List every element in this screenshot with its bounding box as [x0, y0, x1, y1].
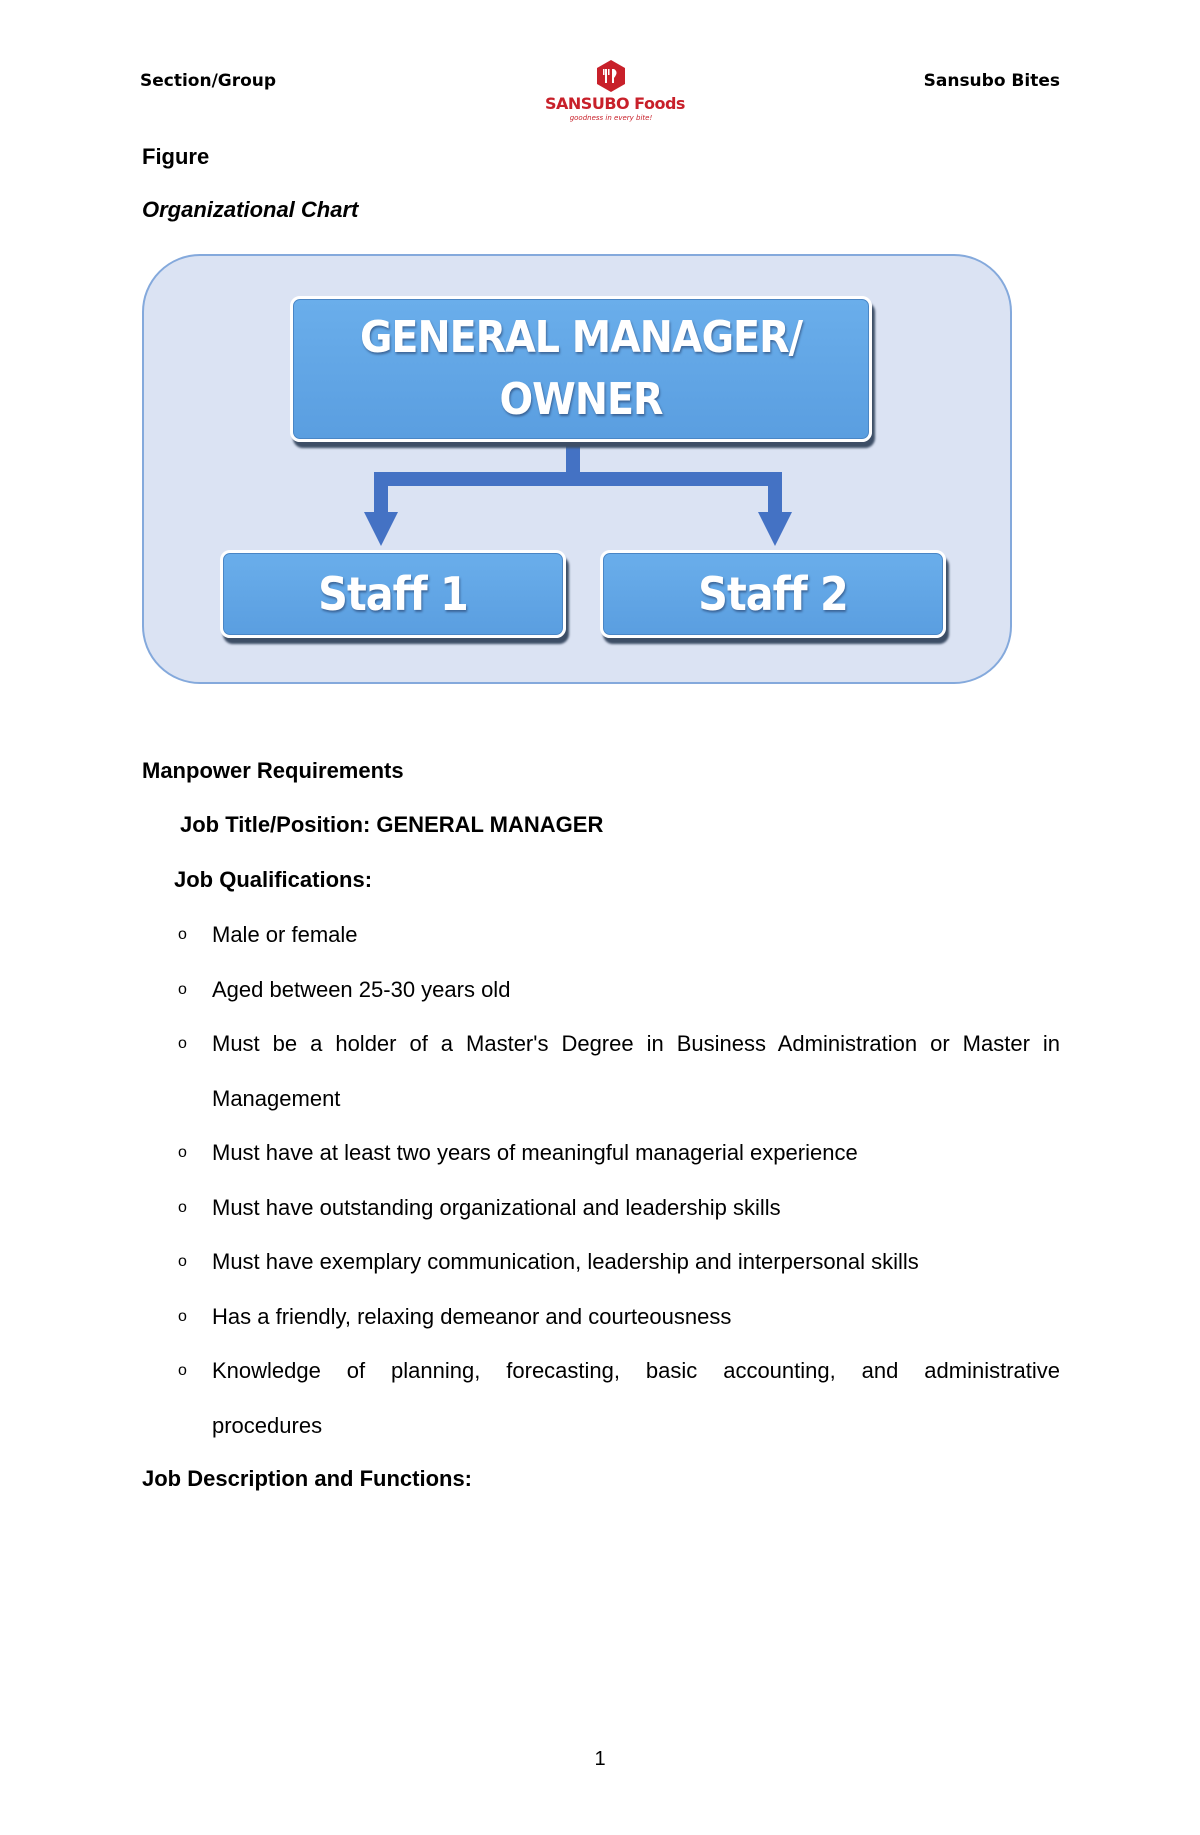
org-chart	[142, 254, 1012, 684]
qualification-item-text: Management	[212, 1085, 341, 1111]
org-node-gm-line1: GENERAL MANAGER/	[359, 312, 803, 363]
qualification-item-text: Must have at least two years of meaningful managerial experience	[212, 1140, 858, 1165]
arrow-down-left	[364, 512, 398, 546]
bullet-marker: o	[178, 980, 187, 998]
job-title-label: Job Title/Position:	[180, 812, 377, 837]
qualification-item-text: procedures	[212, 1412, 323, 1438]
org-node-staff-2: Staff 2	[600, 550, 946, 638]
org-node-general-manager	[290, 296, 872, 442]
bullet-marker: o	[178, 1035, 187, 1052]
figure-title: Organizational Chart	[142, 197, 359, 222]
logo-brand: SANSUBO Foods	[545, 94, 685, 113]
figure-label: Figure	[142, 144, 210, 169]
bullet-marker: o	[178, 1307, 187, 1325]
description-heading: Job Description and Functions:	[142, 1466, 473, 1491]
header-brand-name: Sansubo Bites	[923, 71, 1060, 91]
qualification-item-text: Knowledge of planning, forecasting, basic accounting, and administrative	[212, 1358, 1060, 1383]
bullet-marker: o	[178, 1144, 187, 1161]
page-number: 1	[594, 1748, 606, 1770]
qualification-item-text: Aged between 25-30 years old	[212, 976, 511, 1002]
header-section-group: Section/Group	[140, 71, 277, 91]
qualification-item-text: Must have outstanding organizational and leadership skills	[212, 1194, 781, 1220]
org-node-gm-line2: OWNER	[499, 374, 663, 425]
logo-tagline: goodness in every bite!	[569, 114, 653, 122]
qualification-item-text: Male or female	[212, 922, 358, 947]
qualification-item-text: Must be a holder of a Master's Degree in Business Administration or Master in	[212, 1031, 1060, 1056]
arrow-down-right	[758, 512, 792, 546]
qualification-item-text: Has a friendly, relaxing demeanor and courteousness	[212, 1303, 732, 1329]
bullet-marker: o	[178, 926, 187, 943]
job-title-line	[180, 812, 603, 838]
section-heading: Manpower Requirements	[142, 758, 404, 783]
sansubo-logo	[545, 58, 685, 124]
qualification-item-text: Must have exemplary communication, leadership and interpersonal skills	[212, 1249, 919, 1274]
job-title-value: GENERAL MANAGER	[376, 812, 604, 837]
bullet-marker: o	[178, 1362, 187, 1379]
org-node-staff-1: Staff 1	[220, 550, 566, 638]
qualifications-heading: Job Qualifications:	[174, 867, 373, 892]
bullet-marker: o	[178, 1253, 187, 1270]
logo-hexagon-icon	[545, 58, 677, 96]
bullet-marker: o	[178, 1198, 187, 1216]
